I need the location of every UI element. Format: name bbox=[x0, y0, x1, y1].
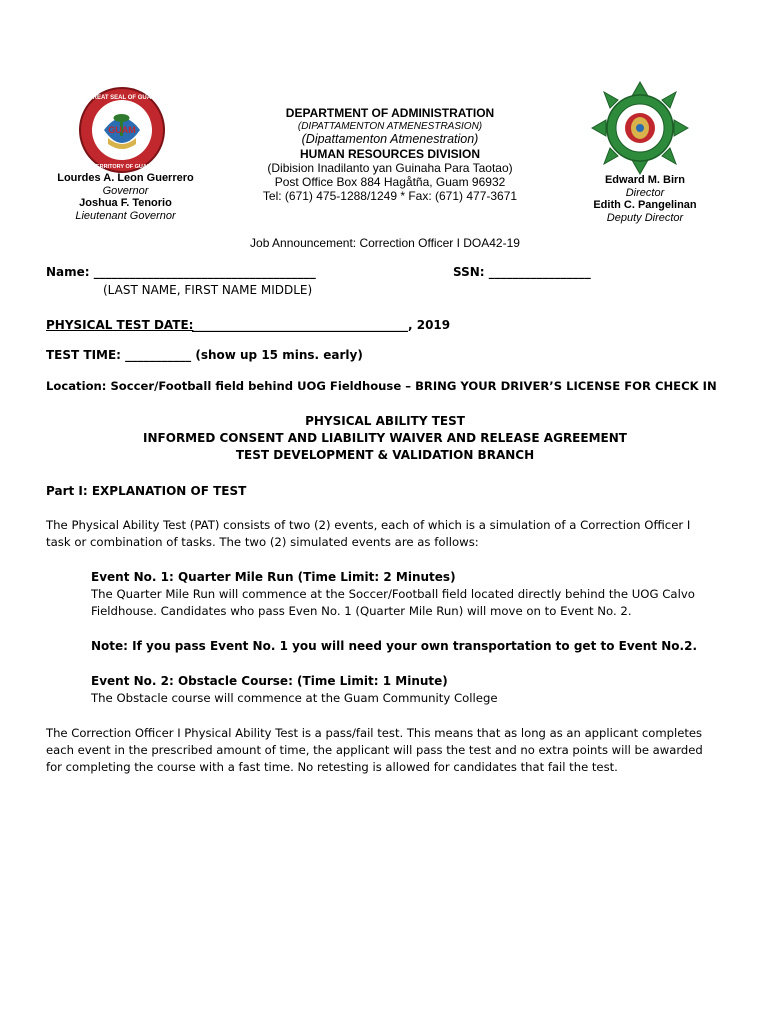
test-time-field[interactable]: TEST TIME: ___________ (show up 15 mins. early) bbox=[46, 348, 363, 362]
department-title: DEPARTMENT OF ADMINISTRATION bbox=[285, 106, 495, 120]
department-seal-logo bbox=[590, 80, 690, 176]
lt-governor-title: Lieutenant Governor bbox=[75, 209, 176, 222]
contact-phone-fax: Tel: (671) 475-1288/1249 * Fax: (671) 477-3671 bbox=[262, 189, 518, 203]
name-field[interactable]: Name: _____________________________________ bbox=[46, 265, 316, 279]
closing-line2: each event in the prescribed amount of time, the applicant will pass the test and no extra points will be awarded bbox=[46, 743, 703, 757]
closing-line1: The Correction Officer I Physical Ability Test is a pass/fail test. This means that as long as an applicant completes bbox=[46, 726, 703, 740]
division-title: HUMAN RESOURCES DIVISION bbox=[299, 147, 481, 161]
event1-title: Event No. 1: Quarter Mile Run (Time Limit: 2 Minutes) bbox=[91, 570, 456, 584]
department-chamorro-alt: (Dipattamenton Atmenestration) bbox=[301, 132, 479, 146]
governor-block bbox=[48, 172, 203, 222]
seal-ring-bottom-text: TERRITORY OF GUAM bbox=[92, 164, 152, 170]
event2-line1: The Obstacle course will commence at the Guam Community College bbox=[91, 691, 498, 705]
physical-test-date-field[interactable]: ____________________________________, 2019 bbox=[192, 318, 451, 332]
part1-intro-line1: The Physical Ability Test (PAT) consists of two (2) events, each of which is a simulation of a Correction Officer I bbox=[46, 518, 691, 532]
part1-heading: Part I: EXPLANATION OF TEST bbox=[46, 484, 247, 498]
director-title: Director bbox=[625, 186, 665, 199]
event1-line1: The Quarter Mile Run will commence at the Soccer/Football field located directly behind the UOG Calvo bbox=[91, 587, 695, 601]
deputy-director-title: Deputy Director bbox=[606, 211, 684, 224]
event1-line2: Fieldhouse. Candidates who pass Even No. 1 (Quarter Mile Run) will move on to Event No. 2. bbox=[91, 604, 632, 618]
event1-note: Note: If you pass Event No. 1 you will need your own transportation to get to Event No.2. bbox=[91, 639, 698, 653]
title-line-1: PHYSICAL ABILITY TEST bbox=[305, 414, 465, 428]
name-field-hint: (LAST NAME, FIRST NAME MIDDLE) bbox=[103, 283, 313, 297]
physical-test-date-label: PHYSICAL TEST DATE: bbox=[46, 318, 194, 332]
location-line: Location: Soccer/Football field behind UOG Fieldhouse – BRING YOUR DRIVER’S LICENSE FOR CHECK IN bbox=[46, 379, 717, 393]
governor-title: Governor bbox=[102, 184, 149, 197]
director-block bbox=[575, 174, 715, 224]
deputy-director-name: Edith C. Pangelinan bbox=[593, 199, 697, 211]
ssn-field[interactable]: SSN: _________________ bbox=[453, 265, 591, 279]
director-name: Edward M. Birn bbox=[604, 174, 686, 186]
seal-center-text: GUAM bbox=[108, 125, 136, 135]
department-chamorro: (DIPATTAMENTON ATMENESTRASION) bbox=[297, 121, 483, 132]
governor-name: Lourdes A. Leon Guerrero bbox=[57, 172, 194, 184]
mailing-address: Post Office Box 884 Hagåtña, Guam 96932 bbox=[274, 175, 506, 189]
great-seal-of-guam-logo bbox=[78, 86, 166, 174]
lt-governor-name: Joshua F. Tenorio bbox=[79, 197, 172, 209]
event2-title: Event No. 2: Obstacle Course: (Time Limit: 1 Minute) bbox=[91, 674, 448, 688]
job-announcement: Job Announcement: Correction Officer I DOA42-19 bbox=[250, 236, 520, 250]
title-line-2: INFORMED CONSENT AND LIABILITY WAIVER AND RELEASE AGREEMENT bbox=[143, 431, 627, 445]
closing-line3: for completing the course with a fast time. No retesting is allowed for candidates that fail the test. bbox=[46, 760, 618, 774]
part1-intro-line2: task or combination of tasks. The two (2) simulated events are as follows: bbox=[46, 535, 479, 549]
seal-ring-top-text: GREAT SEAL OF GUAM bbox=[87, 95, 157, 101]
title-line-3: TEST DEVELOPMENT & VALIDATION BRANCH bbox=[235, 448, 535, 462]
division-chamorro: (Dibision Inadilanto yan Guinaha Para Taotao) bbox=[267, 161, 513, 175]
